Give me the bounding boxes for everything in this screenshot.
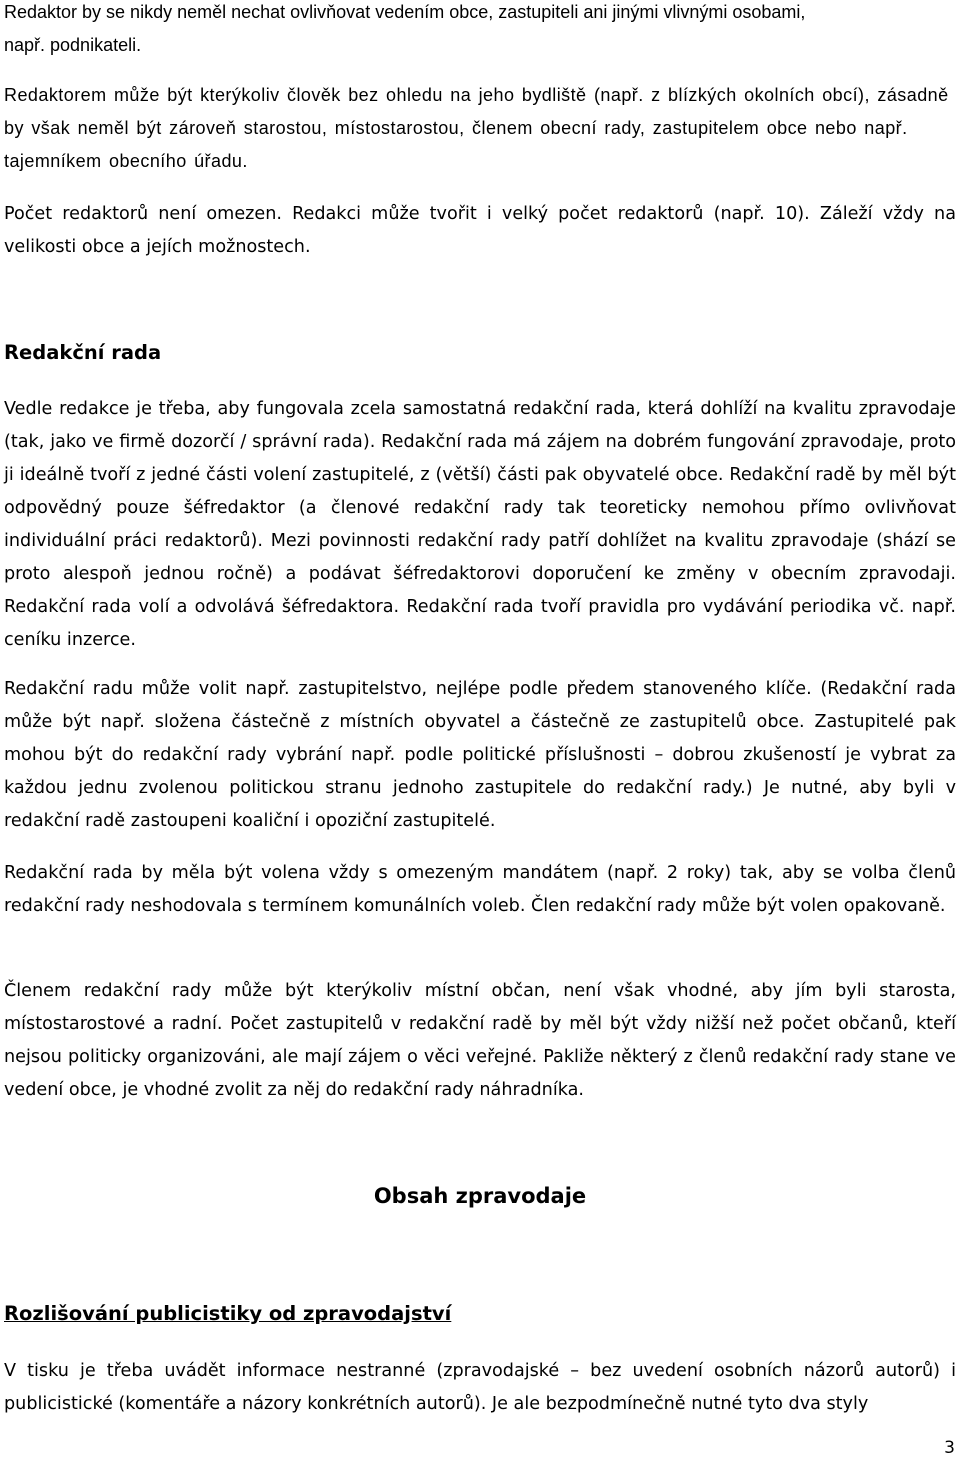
paragraph-redaktor-influence: Redaktor by se nikdy neměl nechat ovlivňovat vedením obce, zastupiteli ani jinými vlivnými osobami, např. podnikateli.: [4, 2, 806, 55]
paragraph-redakcni-rada-4: Členem redakční rady může být kterýkoliv místní občan, není však vhodné, aby jím byli starosta, místostarostové a radní. Počet zastupitelů v redakční radě by měl být vždy nižší než počet občanů, kteří nejsou politicky organizováni, ale mají zájem o věci veřejné. Pakliže některý z členů redakční rady stane ve vedení obce, je vhodné zvolit za něj do redakční rady náhradníka.: [4, 981, 956, 1100]
paragraph-redaktor-residence: Redaktorem může být kterýkoliv člověk bez ohledu na jeho bydliště (např. z blízkých okolních obcí), zásadně by však neměl být zároveň starostou, místostarostou, členem obecní rady, zastupitelem obce nebo např. tajemníkem obecního úřadu.: [4, 85, 949, 171]
paragraph-redakcni-rada-3: Redakční rada by měla být volena vždy s omezeným mandátem (např. 2 roky) tak, aby se volba členů redakční rady neshodovala s termínem komunálních voleb. Člen redakční rady může být volen opakovaně.: [4, 863, 956, 916]
paragraph-rozlisovani-1: V tisku je třeba uvádět informace nestranné (zpravodajské – bez uvedení osobních názorů autorů) i publicistické (komentáře a názory konkrétních autorů). Je ale bezpodmínečně nutné tyto dva styly: [4, 1361, 956, 1414]
heading-rozlisovani: Rozlišování publicistiky od zpravodajství: [4, 1302, 452, 1325]
heading-redakcni-rada: Redakční rada: [4, 341, 162, 364]
heading-obsah-zpravodaje: Obsah zpravodaje: [373, 1184, 587, 1208]
paragraph-redaktor-count: Počet redaktorů není omezen. Redakci může tvořit i velký počet redaktorů (např. 10). Záleží vždy na velikosti obce a jejích možnostech.: [4, 204, 956, 257]
paragraph-redakcni-rada-1: Vedle redakce je třeba, aby fungovala zcela samostatná redakční rada, která dohlíží na kvalitu zpravodaje (tak, jako ve firmě dozorčí / správní rada). Redakční rada má zájem na dobrém fungování zpravodaje, proto ji ideálně tvoří z jedné části volení zastupitelé, z (větší) části pak obyvatelé obce. Redakční radě by měl být odpovědný pouze šéfredaktor (a členové redakční rady tak teoreticky nemohou přímo ovlivňovat individuální práci redaktorů). Mezi povinnosti redakční rady patří dohlížet na kvalitu zpravodaje (shází se proto alespoň jednou ročně) a podávat šéfredaktorovi doporučení ke změny v obecním zpravodaji. Redakční rada volí a odvolává šéfredaktora. Redakční rada tvoří pravidla pro vydávání periodika vč. např. ceníku inzerce.: [4, 399, 956, 650]
paragraph-redakcni-rada-2: Redakční radu může volit např. zastupitelstvo, nejlépe podle předem stanoveného klíče. (Redakční rada může být např. složena částečně z místních obyvatel a částečně ze zastupitelů obce. Zastupitelé pak mohou být do redakční rady vybrání např. podle politické příslušnosti – dobrou zkušeností je vybrat za každou jednu zvolenou politickou stranu jednoho zastupitele do redakční rady.) Je nutné, aby byli v redakční radě zastoupeni koaliční i opoziční zastupitelé.: [4, 679, 956, 831]
page-number: 3: [944, 1438, 955, 1458]
